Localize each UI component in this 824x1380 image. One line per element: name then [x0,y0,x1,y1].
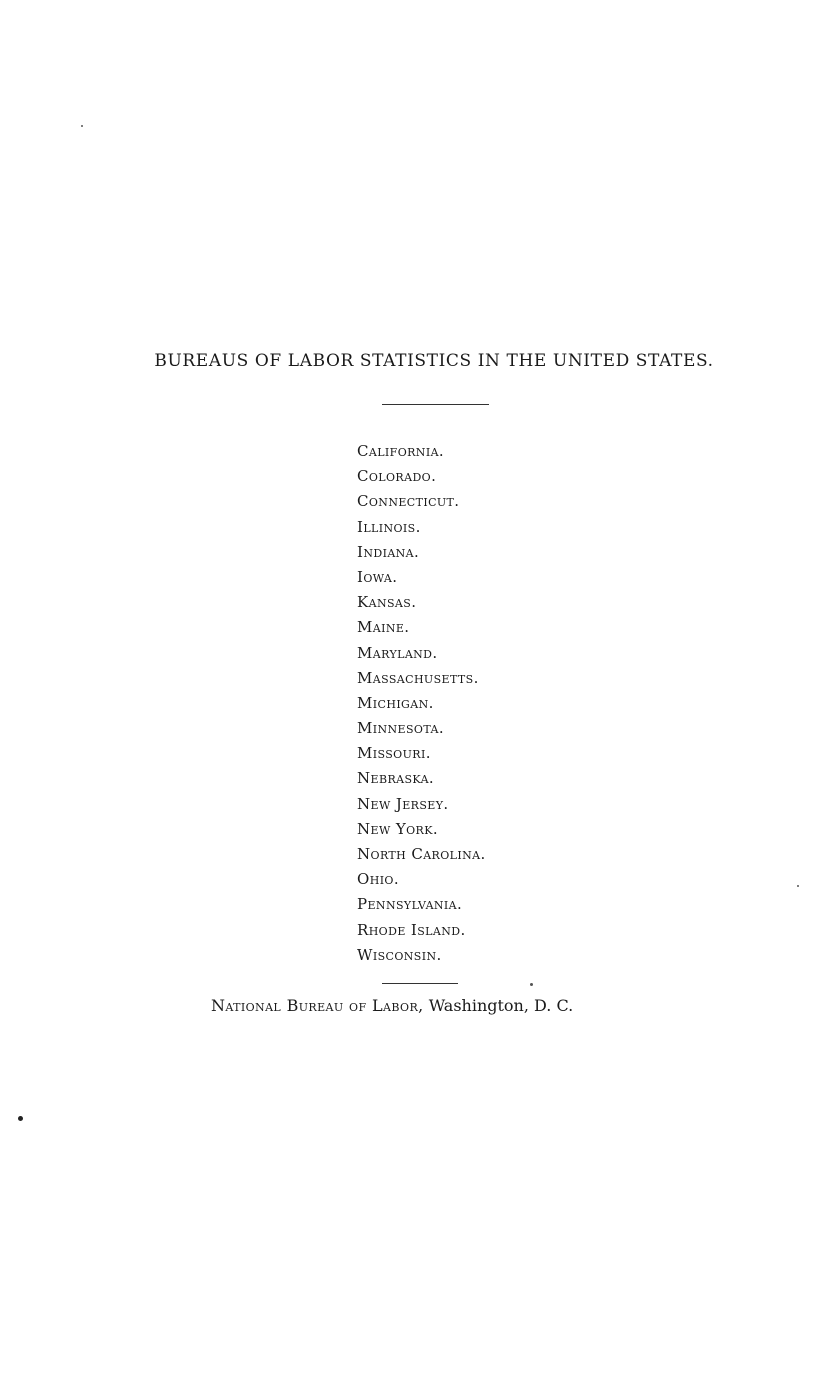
scan-speck [18,1116,23,1121]
state-item: Rhode Island. [357,920,466,939]
state-item: Maryland. [357,643,438,662]
page-title: BUREAUS OF LABOR STATISTICS IN THE UNITED STATES. [154,351,714,371]
state-item: Nebraska. [357,769,435,788]
scan-speck [81,125,83,127]
scan-speck [530,983,533,986]
state-item: Indiana. [357,542,420,561]
state-item: Minnesota. [357,719,444,738]
top-divider [382,404,489,405]
state-item: New York. [357,819,439,838]
state-item: North Carolina. [357,845,486,863]
bottom-divider [382,983,458,984]
scan-speck [797,885,799,887]
states-list [357,439,486,968]
state-item: California. [357,442,445,460]
state-item: Connecticut. [357,492,460,511]
state-item: Wisconsin. [357,945,442,964]
state-item: Kansas. [357,593,417,612]
location-label: Washington, D. C. [428,996,574,1015]
state-item: Missouri. [357,744,431,763]
national-bureau-label: National Bureau of Labor, [211,996,424,1015]
state-item: Colorado. [357,467,437,486]
state-item: Ohio. [357,870,400,889]
state-item: Maine. [357,618,410,637]
footer-line [211,996,573,1015]
state-item: Iowa. [357,567,398,586]
state-item: Michigan. [357,693,434,712]
state-item: Massachusetts. [357,668,479,687]
state-item: New Jersey. [357,794,449,813]
state-item: Illinois. [357,517,421,536]
state-item: Pennsylvania. [357,895,463,914]
